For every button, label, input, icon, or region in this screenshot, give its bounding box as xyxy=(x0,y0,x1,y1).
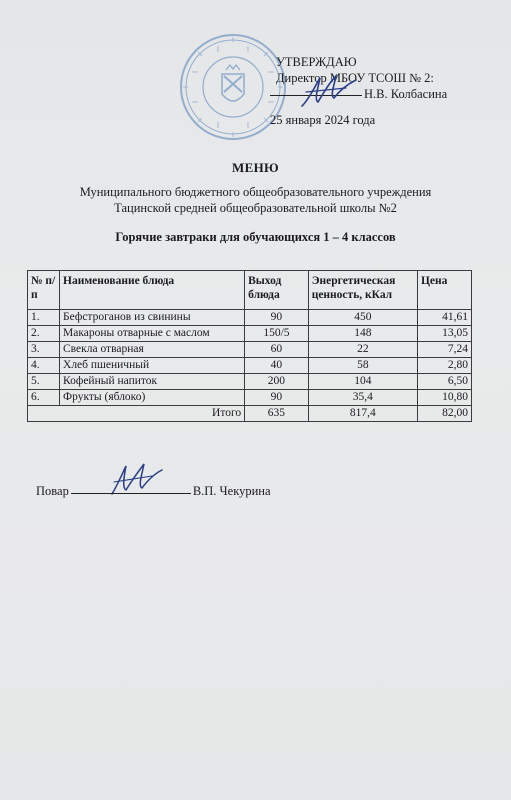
cook-signature-line xyxy=(71,493,191,494)
cell-price: 41,61 xyxy=(417,310,471,326)
table-row xyxy=(28,326,472,342)
header-energy: Энергетическая ценность, кКал xyxy=(308,271,417,310)
cell-output: 200 xyxy=(245,374,309,390)
cell-energy: 22 xyxy=(308,342,417,358)
approval-heading: УТВЕРЖДАЮ xyxy=(276,55,357,69)
cell-dish-name: Фрукты (яблоко) xyxy=(60,390,245,406)
cell-energy: 58 xyxy=(308,358,417,374)
cell-price: 7,24 xyxy=(417,342,471,358)
cell-energy: 35,4 xyxy=(308,390,417,406)
cook-label: Повар xyxy=(36,484,69,498)
total-output: 635 xyxy=(245,406,309,422)
cell-output: 40 xyxy=(245,358,309,374)
cook-signature-block xyxy=(36,484,271,499)
header-name: Наименование блюда xyxy=(60,271,245,310)
cell-dish-name: Кофейный напиток xyxy=(60,374,245,390)
title-block xyxy=(0,160,511,245)
table-row xyxy=(28,358,472,374)
organization-line-1: Муниципального бюджетного общеобразовательного учреждения xyxy=(79,185,432,199)
cell-dish-name: Свекла отварная xyxy=(60,342,245,358)
approval-date: 25 января 2024 года xyxy=(270,113,376,127)
approval-position: Директор МБОУ ТСОШ № 2: xyxy=(276,71,434,85)
header-price: Цена xyxy=(417,271,471,310)
organization-line-2: Тацинской средней общеобразовательной школы №2 xyxy=(114,201,397,215)
menu-table xyxy=(27,270,472,422)
cell-output: 60 xyxy=(245,342,309,358)
cell-output: 90 xyxy=(245,390,309,406)
document-title: МЕНЮ xyxy=(232,160,279,175)
header-output: Выход блюда xyxy=(245,271,309,310)
table-row xyxy=(28,310,472,326)
cell-price: 6,50 xyxy=(417,374,471,390)
table-row xyxy=(28,374,472,390)
cell-num: 2. xyxy=(28,326,60,342)
cell-num: 5. xyxy=(28,374,60,390)
total-label: Итого xyxy=(28,406,245,422)
cell-output: 90 xyxy=(245,310,309,326)
cell-num: 3. xyxy=(28,342,60,358)
total-row xyxy=(28,406,472,422)
cell-energy: 104 xyxy=(308,374,417,390)
director-signature-icon xyxy=(296,70,366,110)
table-header-row xyxy=(28,271,472,310)
cell-price: 13,05 xyxy=(417,326,471,342)
header-num: № п/п xyxy=(28,271,60,310)
cell-price: 2,80 xyxy=(417,358,471,374)
document-subtitle: Горячие завтраки для обучающихся 1 – 4 классов xyxy=(115,230,396,244)
cook-name: В.П. Чекурина xyxy=(192,484,271,498)
cell-num: 6. xyxy=(28,390,60,406)
cell-dish-name: Макароны отварные с маслом xyxy=(60,326,245,342)
total-price: 82,00 xyxy=(417,406,471,422)
cell-num: 1. xyxy=(28,310,60,326)
cell-num: 4. xyxy=(28,358,60,374)
director-name: Н.В. Колбасина xyxy=(364,87,448,101)
cell-dish-name: Бефстроганов из свинины xyxy=(60,310,245,326)
cell-energy: 450 xyxy=(308,310,417,326)
table-row xyxy=(28,342,472,358)
cell-dish-name: Хлеб пшеничный xyxy=(60,358,245,374)
table-row xyxy=(28,390,472,406)
cell-energy: 148 xyxy=(308,326,417,342)
cell-price: 10,80 xyxy=(417,390,471,406)
total-energy: 817,4 xyxy=(308,406,417,422)
cell-output: 150/5 xyxy=(245,326,309,342)
